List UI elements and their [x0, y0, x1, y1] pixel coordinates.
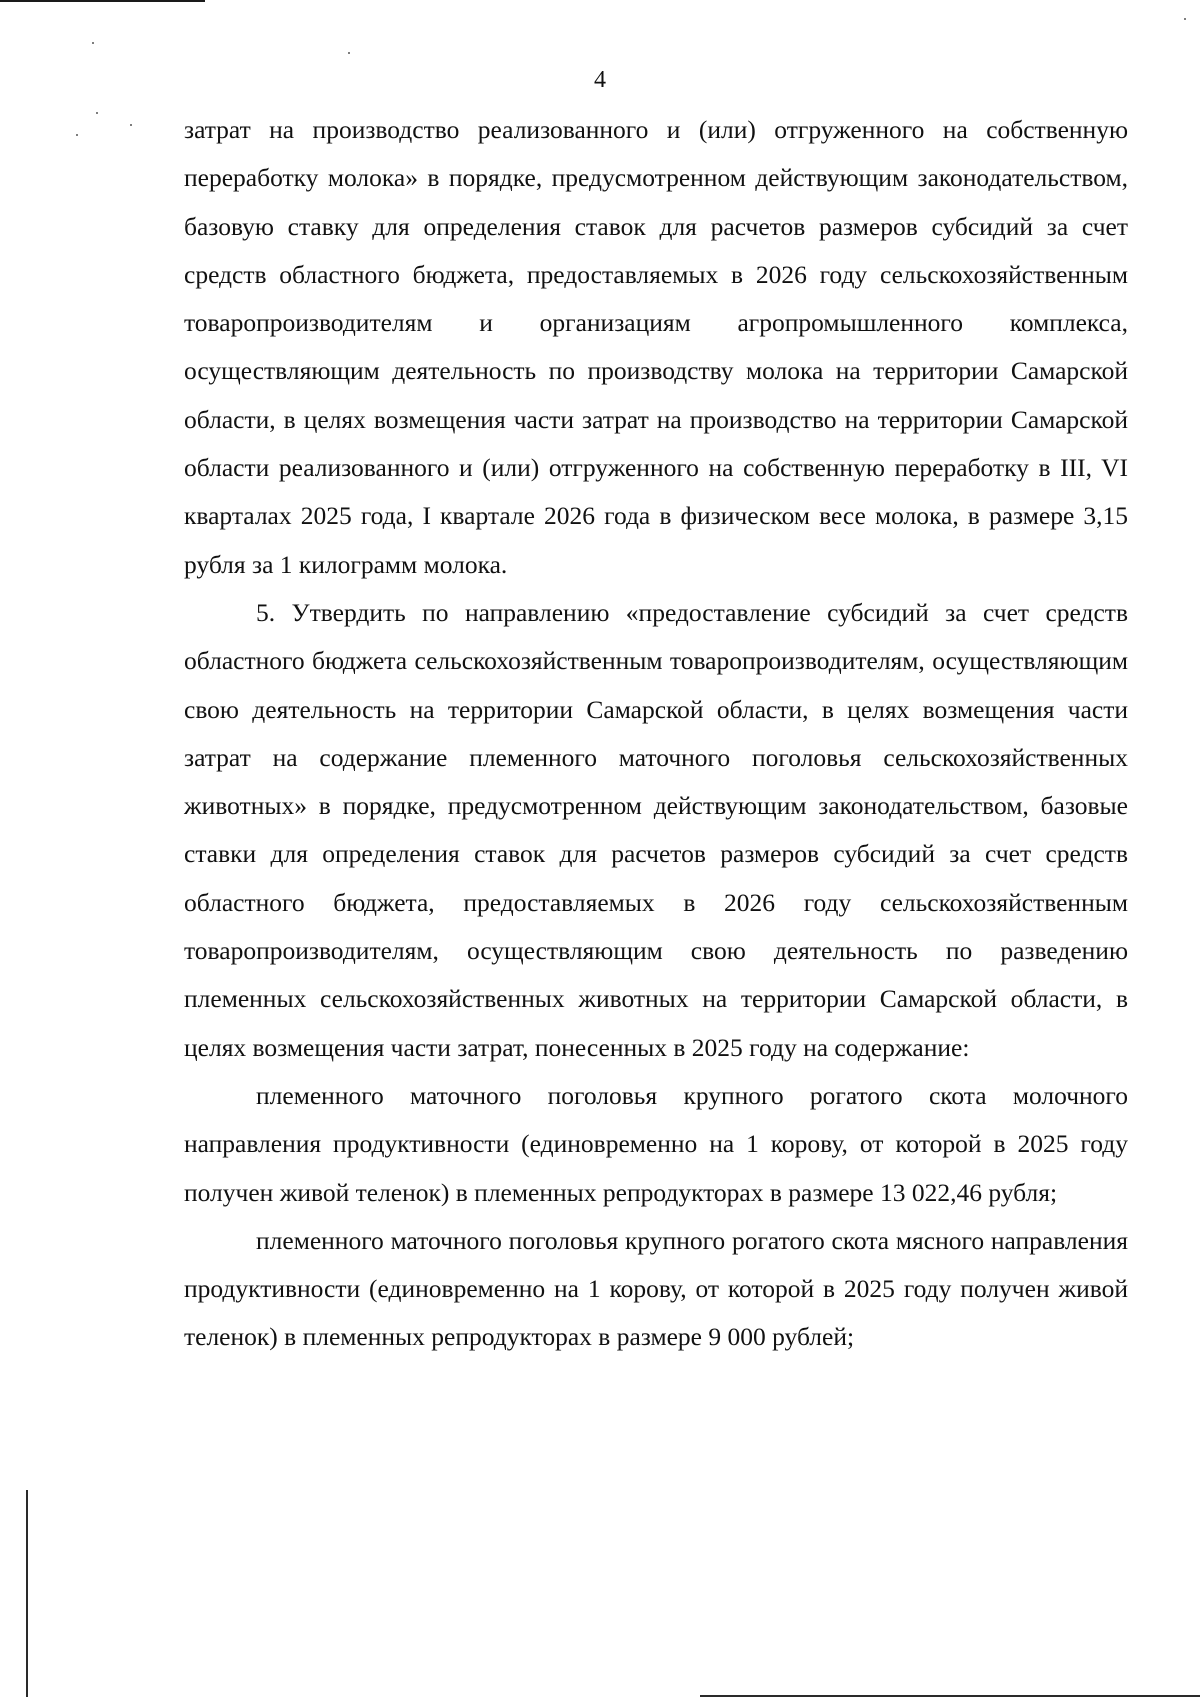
scan-speck	[92, 42, 94, 44]
paragraph-continuation: затрат на производство реализованного и (или) отгруженного на собственную переработку молока» в порядке, предусмотренном действующим законодательством, базовую ставку для определения ставок для расчетов размеров субсидий за счет средств областного бюджета, предоставляемых в 2026 году сельскохозяйственным товаропроизводителям и организациям агропромышленного комплекса, осуществляющим деятельность по производству молока на территории Самарской области, в целях возмещения части затрат на производство на территории Самарской области реализованного и (или) отгруженного на собственную переработку в III, VI кварталах 2025 года, I квартале 2026 года в физическом весе молока, в размере 3,15 рубля за 1 килограмм молока.	[184, 115, 1128, 579]
paragraph-item-5: 5. Утвердить по направлению «предоставление субсидий за счет средств областного бюджета сельскохозяйственным товаропроизводителям, осуществляющим свою деятельность на территории Самарской области, в целях возмещения части затрат на содержание племенного маточного поголовья сельскохозяйственных животных» в порядке, предусмотренном действующим законодательством, базовые ставки для определения ставок для расчетов размеров субсидий за счет средств областного бюджета, предоставляемых в 2026 году сельскохозяйственным товаропроизводителям, осуществляющим свою деятельность по разведению племенных сельскохозяйственных животных на территории Самарской области, в целях возмещения части затрат, понесенных в 2025 году на содержание:	[184, 597, 1128, 1062]
paragraph-dairy-cattle: племенного маточного поголовья крупного рогатого скота молочного направления продуктивности (единовременно на 1 корову, от которой в 2025 году получен живой теленок) в племенных репродукторах в размере 13 022,46 рубля;	[184, 1080, 1128, 1207]
scan-speck	[96, 112, 98, 114]
page-number: 4	[594, 67, 606, 93]
scan-edge-left	[26, 1490, 28, 1697]
document-body	[184, 106, 1128, 1362]
scan-speck	[76, 134, 78, 136]
scan-speck	[130, 124, 132, 126]
scan-speck	[348, 52, 350, 54]
scan-edge-top	[0, 0, 205, 2]
paragraph-beef-cattle: племенного маточного поголовья крупного рогатого скота мясного направления продуктивности (единовременно на 1 корову, от которой в 2025 году получен живой теленок) в племенных репродукторах в размере 9 000 рублей;	[184, 1225, 1128, 1352]
scan-speck	[1184, 18, 1186, 20]
